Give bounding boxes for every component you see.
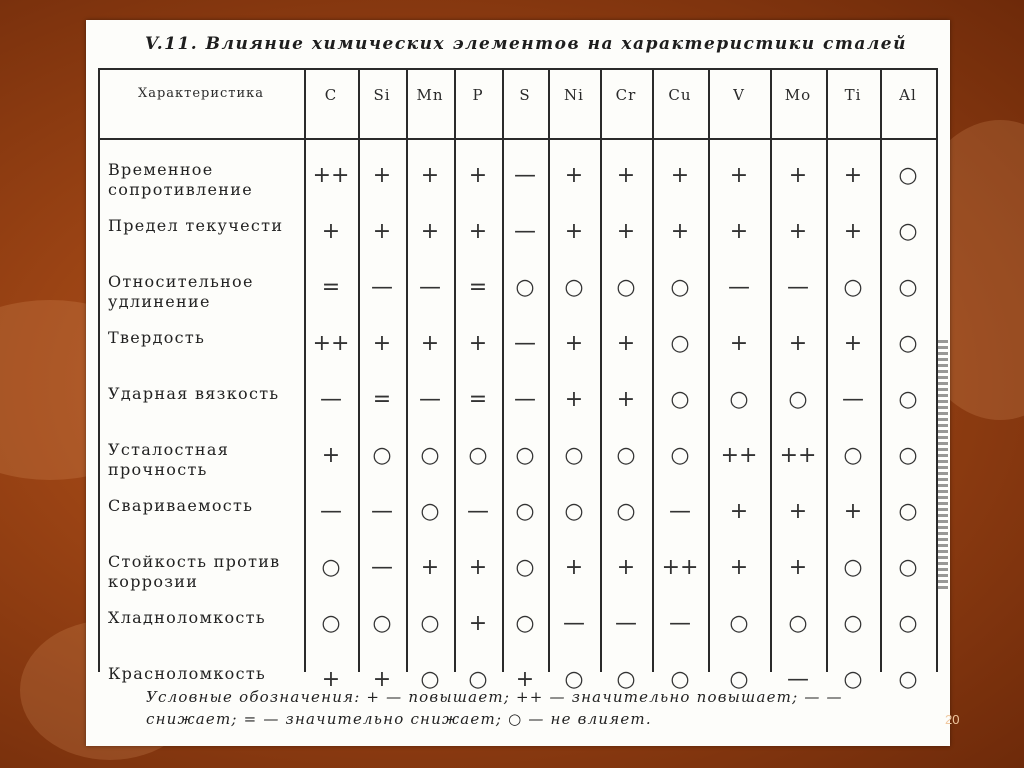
header-element: Mo — [784, 86, 812, 104]
table-cell: + — [372, 163, 392, 188]
table-title: V.11. Влияние химических элементов на характеристики сталей — [145, 34, 907, 54]
table-cell: ○ — [670, 275, 690, 300]
table-cell: — — [371, 555, 393, 580]
table-cell: ○ — [898, 555, 918, 580]
header-element: Cu — [668, 86, 692, 104]
column-divider — [826, 68, 828, 672]
header-element: Ti — [844, 86, 862, 104]
column-divider — [358, 68, 360, 672]
table-cell: ○ — [898, 331, 918, 356]
table-cell: — — [842, 387, 864, 412]
table-cell: ○ — [843, 555, 863, 580]
scan-edge — [938, 340, 948, 590]
row-label: Красноломкость — [108, 664, 267, 683]
table-cell: — — [419, 275, 441, 300]
header-element: Al — [899, 86, 917, 104]
table-cell: + — [729, 163, 749, 188]
table-cell: — — [563, 611, 585, 636]
table-cell: + — [788, 499, 808, 524]
header-element: V — [733, 86, 745, 104]
column-divider — [600, 68, 602, 672]
table-cell: + — [468, 611, 488, 636]
table-cell: ○ — [843, 275, 863, 300]
column-divider — [548, 68, 550, 672]
column-divider — [770, 68, 772, 672]
row-label: Предел текучести — [108, 216, 284, 235]
table-cell: + — [321, 443, 341, 468]
table-cell: ○ — [515, 275, 535, 300]
table-cell: ○ — [898, 219, 918, 244]
table-cell: + — [372, 331, 392, 356]
table-cell: + — [564, 163, 584, 188]
table-cell: + — [729, 219, 749, 244]
table-top-line — [98, 68, 936, 70]
table-cell: ○ — [372, 443, 392, 468]
table-cell: ○ — [515, 443, 535, 468]
table-cell: ○ — [843, 667, 863, 692]
table-cell: + — [564, 387, 584, 412]
table-cell: ○ — [898, 443, 918, 468]
table-scan — [86, 20, 950, 746]
table-cell: + — [420, 163, 440, 188]
row-label: Хладноломкость — [108, 608, 266, 627]
table-cell: + — [420, 555, 440, 580]
table-cell: ++ — [661, 555, 699, 580]
row-label: Усталостная прочность — [108, 440, 230, 479]
table-cell: ++ — [312, 331, 350, 356]
table-cell: ○ — [420, 667, 440, 692]
table-cell: = — [372, 387, 392, 412]
table-cell: — — [787, 667, 809, 692]
column-divider — [708, 68, 710, 672]
table-cell: ○ — [729, 611, 749, 636]
table-cell: + — [420, 219, 440, 244]
table-cell: — — [787, 275, 809, 300]
table-cell: ○ — [898, 667, 918, 692]
table-cell: ++ — [720, 443, 758, 468]
header-element: Si — [373, 86, 391, 104]
table-cell: + — [564, 219, 584, 244]
table-cell: ○ — [729, 667, 749, 692]
column-divider — [502, 68, 504, 672]
table-cell: ○ — [468, 443, 488, 468]
header-element: Ni — [564, 86, 584, 104]
column-divider — [454, 68, 456, 672]
table-cell: ○ — [788, 611, 808, 636]
header-element: S — [519, 86, 531, 104]
table-cell: + — [321, 219, 341, 244]
table-cell: + — [788, 331, 808, 356]
table-cell: + — [729, 331, 749, 356]
table-cell: ○ — [616, 443, 636, 468]
table-cell: — — [514, 219, 536, 244]
table-cell: ○ — [843, 443, 863, 468]
table-cell: — — [514, 331, 536, 356]
table-cell: ○ — [898, 387, 918, 412]
table-cell: + — [420, 331, 440, 356]
row-label: Стойкость против коррозии — [108, 552, 281, 591]
table-cell: + — [843, 331, 863, 356]
row-label: Временное сопротивление — [108, 160, 253, 199]
table-cell: ○ — [420, 611, 440, 636]
table-cell: ○ — [729, 387, 749, 412]
header-element: P — [472, 86, 484, 104]
column-divider — [406, 68, 408, 672]
table-cell: + — [670, 219, 690, 244]
table-cell: — — [669, 499, 691, 524]
table-cell: + — [843, 499, 863, 524]
table-cell: + — [616, 555, 636, 580]
table-cell: — — [419, 387, 441, 412]
column-divider — [652, 68, 654, 672]
table-cell: = — [321, 275, 341, 300]
table-cell: ++ — [312, 163, 350, 188]
table-cell: — — [615, 611, 637, 636]
row-label: Ударная вязкость — [108, 384, 280, 403]
table-cell: + — [788, 219, 808, 244]
column-divider — [880, 68, 882, 672]
table-cell: — — [371, 275, 393, 300]
table-cell: ○ — [564, 499, 584, 524]
table-cell: ○ — [515, 555, 535, 580]
table-cell: — — [371, 499, 393, 524]
table-cell: ○ — [420, 499, 440, 524]
table-cell: + — [372, 667, 392, 692]
table-cell: ○ — [321, 555, 341, 580]
table-cell: + — [616, 331, 636, 356]
table-cell: ○ — [372, 611, 392, 636]
header-bottom-line — [98, 138, 936, 140]
table-cell: — — [514, 163, 536, 188]
header-element: C — [324, 86, 338, 104]
table-cell: + — [843, 219, 863, 244]
table-cell: + — [788, 163, 808, 188]
table-cell: + — [468, 219, 488, 244]
table-cell: ○ — [616, 275, 636, 300]
header-element: Cr — [615, 86, 637, 104]
table-cell: ○ — [515, 499, 535, 524]
table-cell: ○ — [898, 163, 918, 188]
table-cell: ○ — [420, 443, 440, 468]
table-cell: ○ — [843, 611, 863, 636]
table-cell: + — [616, 163, 636, 188]
row-label: Твердость — [108, 328, 206, 347]
table-cell: ○ — [670, 331, 690, 356]
table-cell: + — [788, 555, 808, 580]
table-cell: ○ — [616, 499, 636, 524]
table-cell: — — [514, 387, 536, 412]
table-cell: + — [670, 163, 690, 188]
column-divider — [98, 68, 100, 672]
table-cell: ○ — [515, 611, 535, 636]
table-cell: + — [564, 331, 584, 356]
table-cell: ○ — [670, 667, 690, 692]
table-cell: — — [669, 611, 691, 636]
table-cell: = — [468, 275, 488, 300]
table-cell: ○ — [898, 499, 918, 524]
table-cell: — — [728, 275, 750, 300]
legend: Условные обозначения: + — повышает; ++ — значительно повышает; — — снижает; = — значительно снижает; ○ — не влияет. — [146, 688, 843, 728]
table-cell: + — [843, 163, 863, 188]
table-cell: ○ — [788, 387, 808, 412]
table-cell: + — [515, 667, 535, 692]
table-cell: + — [321, 667, 341, 692]
table-cell: + — [468, 555, 488, 580]
header-element: Mn — [416, 86, 444, 104]
table-cell: ○ — [670, 387, 690, 412]
table-cell: — — [467, 499, 489, 524]
table-cell: + — [616, 219, 636, 244]
row-label: Свариваемость — [108, 496, 254, 515]
table-cell: ○ — [564, 443, 584, 468]
table-cell: — — [320, 499, 342, 524]
table-cell: + — [564, 555, 584, 580]
table-cell: + — [468, 331, 488, 356]
table-cell: ○ — [468, 667, 488, 692]
header-characteristic: Характеристика — [137, 86, 265, 101]
table-cell: + — [729, 555, 749, 580]
page-number: 20 — [945, 712, 960, 727]
table-cell: ○ — [898, 275, 918, 300]
column-divider — [304, 68, 306, 672]
table-cell: ○ — [564, 667, 584, 692]
table-cell: ++ — [779, 443, 817, 468]
table-cell: + — [616, 387, 636, 412]
table-cell: = — [468, 387, 488, 412]
table-cell: ○ — [670, 443, 690, 468]
table-cell: + — [729, 499, 749, 524]
table-cell: ○ — [564, 275, 584, 300]
table-cell: ○ — [321, 611, 341, 636]
table-cell: — — [320, 387, 342, 412]
row-label: Относительное удлинение — [108, 272, 254, 311]
table-cell: + — [468, 163, 488, 188]
table-cell: + — [372, 219, 392, 244]
table-cell: ○ — [616, 667, 636, 692]
table-cell: ○ — [898, 611, 918, 636]
